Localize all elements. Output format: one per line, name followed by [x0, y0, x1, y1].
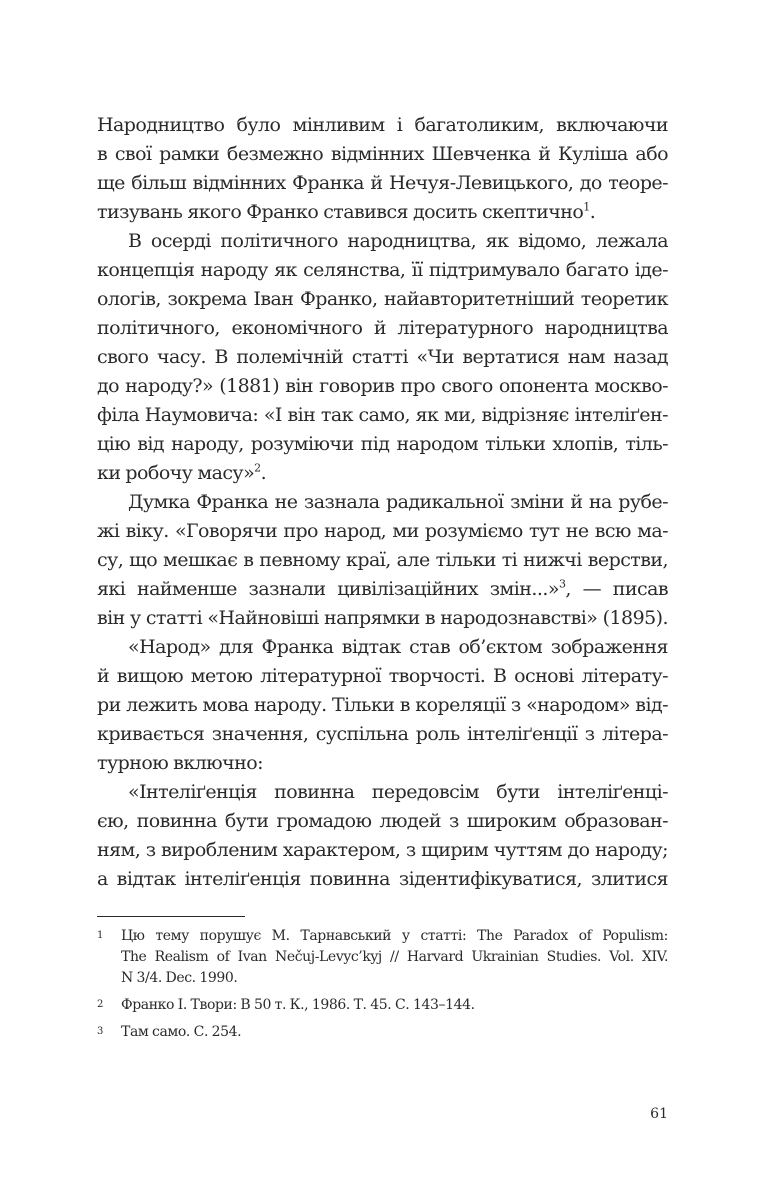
text-line: [97, 604, 668, 633]
text-line: [97, 314, 668, 343]
footnote-number: 1: [97, 930, 103, 941]
footnote-line: Там само. С. 254.: [121, 1024, 242, 1040]
text-line-content: цію від народу, розуміючи під народом тільки хлопів, тіль-: [97, 433, 668, 455]
footnotes: [97, 926, 668, 1049]
text-line: [97, 459, 668, 488]
footnote-number: 3: [97, 1026, 103, 1037]
text-line: [97, 256, 668, 285]
text-line: [97, 343, 668, 372]
footnote: [97, 995, 668, 1016]
text-line-content: су, що мешкає в певному краї, але тільки ті нижчі верстви,: [97, 549, 668, 571]
text-line-content: політичного, економічного й літературного народництва: [97, 317, 668, 339]
text-line-content: й вищою метою літературної творчості. В основі літерату-: [97, 665, 668, 687]
footnote-line: N 3/4. Dec. 1990.: [121, 970, 238, 986]
text-line: [97, 285, 668, 314]
text-line: [97, 401, 668, 430]
footnote-rule: [97, 916, 245, 917]
text-line-content: Думка Франка не зазнала радикальної зміни й на рубе-: [128, 491, 668, 513]
text-line-content: концепція народу як селянства, її підтримувало багато іде-: [97, 259, 668, 281]
text-line-content: свого часу. В полемічній статті «Чи вертатися нам назад: [97, 346, 668, 368]
text-line-content: які найменше зазнали цивілізаційних змін...»: [97, 578, 559, 600]
text-line-content: турною включно:: [97, 752, 264, 774]
footnote-number: 2: [97, 999, 103, 1010]
footnote-ref: 3: [558, 577, 566, 591]
text-line: [97, 865, 668, 894]
text-line: [97, 807, 668, 836]
text-line-content: Народництво було мінливим і багатоликим, включаючи: [97, 114, 668, 136]
text-line-content: ки робочу масу»: [97, 462, 255, 484]
text-line: [97, 662, 668, 691]
footnote-ref: 2: [254, 461, 261, 475]
text-line-tail: .: [589, 201, 596, 223]
text-line-content: кривається значення, суспільна роль інтеліґенції з літера-: [97, 723, 668, 745]
text-line: [97, 488, 668, 517]
text-line: [97, 749, 668, 778]
text-line: [97, 517, 668, 546]
text-line: [97, 836, 668, 865]
text-line: [97, 546, 668, 575]
text-line: [97, 372, 668, 401]
text-line: [97, 691, 668, 720]
footnote-line: Франко І. Твори: В 50 т. К., 1986. Т. 45. С. 143–144.: [121, 997, 475, 1013]
text-line-content: в свої рамки безмежно відмінних Шевченка й Куліша або: [97, 143, 668, 165]
text-line: [97, 430, 668, 459]
text-line-content: ще більш відмінних Франка й Нечуя-Левицького, до теоре-: [97, 172, 668, 194]
text-line: [97, 227, 668, 256]
text-line-content: єю, повинна бути громадою людей з широким образован-: [97, 810, 668, 832]
main-text: [97, 111, 668, 894]
text-line-content: ням, з виробленим характером, з щирим чуттям до народу;: [97, 839, 668, 861]
footnote-line: The Realism of Ivan Nečuj-Levyc’kyj // Harvard Ukrainian Studies. Vol. XIV.: [121, 949, 668, 965]
text-line: [97, 140, 668, 169]
text-line: [97, 720, 668, 749]
text-line-content: він у статті «Найновіші напрямки в народознавстві» (1895).: [97, 607, 668, 629]
text-line: [97, 169, 668, 198]
text-line-content: ологів, зокрема Іван Франко, найавторитетніший теоретик: [97, 288, 668, 310]
text-line-content: жі віку. «Говорячи про народ, ми розуміємо тут не всю ма-: [97, 520, 668, 542]
text-line: [97, 633, 668, 662]
text-line-content: до народу?» (1881) він говорив про свого опонента москво-: [97, 375, 668, 397]
text-line-content: філа Наумовича: «І він так само, як ми, відрізняє інтеліґен-: [97, 404, 668, 426]
text-line-content: В осерді політичного народництва, як відомо, лежала: [128, 230, 668, 252]
text-line-tail: .: [260, 462, 267, 484]
footnote: [97, 1022, 668, 1043]
text-line-content: «Народ» для Франка відтак став об’єктом зображення: [128, 636, 668, 658]
text-line: [97, 111, 668, 140]
text-line: [97, 778, 668, 807]
text-line-content: ри лежить мова народу. Тільки в кореляції з «народом» від-: [97, 694, 668, 716]
text-line: [97, 575, 668, 604]
footnote-ref: 1: [583, 200, 590, 214]
text-line-content: а відтак інтеліґенція повинна зідентифікуватися, злитися: [97, 868, 668, 890]
text-line-content: «Інтеліґенція повинна передовсім бути інтеліґенці-: [128, 781, 668, 803]
text-line-content: тизувань якого Франко ставився досить скептично: [97, 201, 584, 223]
text-line-tail: , — писав: [565, 578, 668, 600]
page-number: 61: [650, 1106, 668, 1122]
footnote: [97, 926, 668, 989]
text-line: [97, 198, 668, 227]
footnote-line: Цю тему порушує М. Тарнавський у статті: The Paradox of Populism:: [121, 928, 668, 944]
